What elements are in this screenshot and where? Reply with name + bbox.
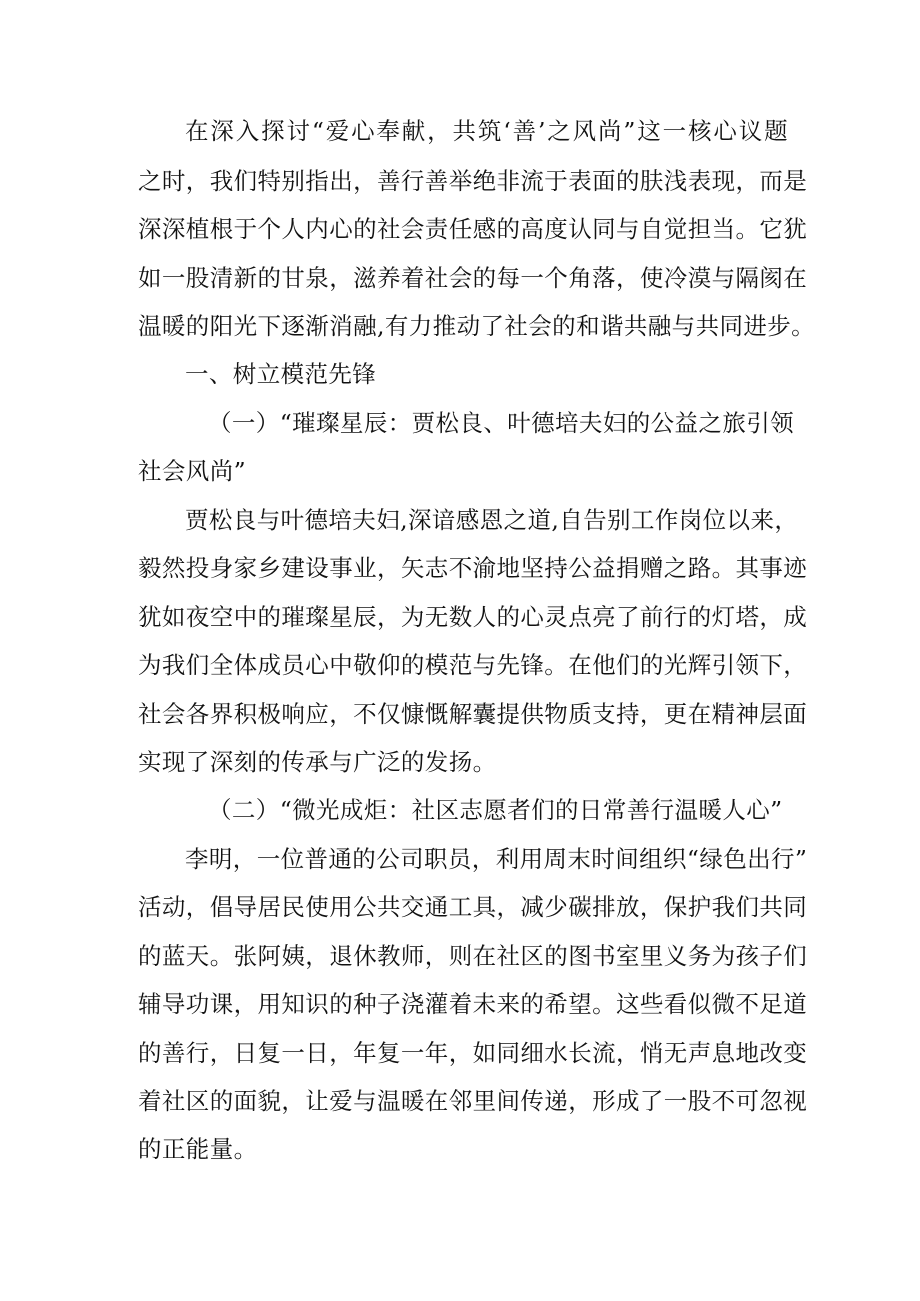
subsection2-body-line-1: 李明，一位普通的公司职员，利用周末时间组织“绿色出行”: [185, 845, 808, 873]
intro-line-4: 如一股清新的甘泉，滋养着社会的每一个角落，使冷漠与隔阂在: [138, 264, 808, 292]
subsection1-body-line-2: 毅然投身家乡建设事业，矢志不渝地坚持公益捐赠之路。其事迹: [138, 554, 808, 582]
intro-line-2: 之时，我们特别指出，善行善举绝非流于表面的肤浅表现，而是: [138, 167, 808, 195]
intro-line-5: 温暖的阳光下逐渐消融,有力推动了社会的和谐共融与共同进步。: [138, 312, 816, 340]
subsection-heading-1-line-2: 社会风尚”: [138, 457, 247, 485]
subsection1-body-line-6: 实现了深刻的传承与广泛的发扬。: [138, 748, 497, 776]
subsection1-body-line-3: 犹如夜空中的璀璨星辰，为无数人的心灵点亮了前行的灯塔，成: [138, 603, 808, 631]
subsection2-body-line-7: 的正能量。: [138, 1135, 258, 1163]
subsection2-body-line-5: 的善行，日复一日，年复一年，如同细水长流，悄无声息地改变: [138, 1039, 808, 1067]
subsection2-body-line-6: 着社区的面貌，让爱与温暖在邻里间传递，形成了一股不可忽视: [138, 1087, 808, 1115]
subsection-heading-1-line-1: （一）“璀璨星辰：贾松良、叶德培夫妇的公益之旅引领: [208, 409, 795, 437]
subsection2-body-line-2: 活动，倡导居民使用公共交通工具，减少碳排放，保护我们共同: [138, 893, 808, 921]
subsection-heading-2: （二）“微光成炬：社区志愿者们的日常善行温暖人心”: [208, 796, 783, 824]
intro-line-3: 深深植根于个人内心的社会责任感的高度认同与自觉担当。它犹: [138, 215, 808, 243]
subsection1-body-line-1: 贾松良与叶德培夫妇,深谙感恩之道,自告别工作岗位以来，: [185, 506, 799, 534]
subsection2-body-line-3: 的蓝天。张阿姨，退休教师，则在社区的图书室里义务为孩子们: [138, 942, 808, 970]
subsection1-body-line-4: 为我们全体成员心中敬仰的模范与先锋。在他们的光辉引领下，: [138, 651, 808, 679]
subsection2-body-line-4: 辅导功课，用知识的种子浇灌着未来的希望。这些看似微不足道: [138, 990, 808, 1018]
section-heading-1: 一、树立模范先锋: [185, 360, 377, 388]
subsection1-body-line-5: 社会各界积极响应，不仅慷慨解囊提供物质支持，更在精神层面: [138, 700, 808, 728]
intro-line-1: 在深入探讨“爱心奉献，共筑‘善’之风尚”这一核心议题: [185, 117, 788, 145]
